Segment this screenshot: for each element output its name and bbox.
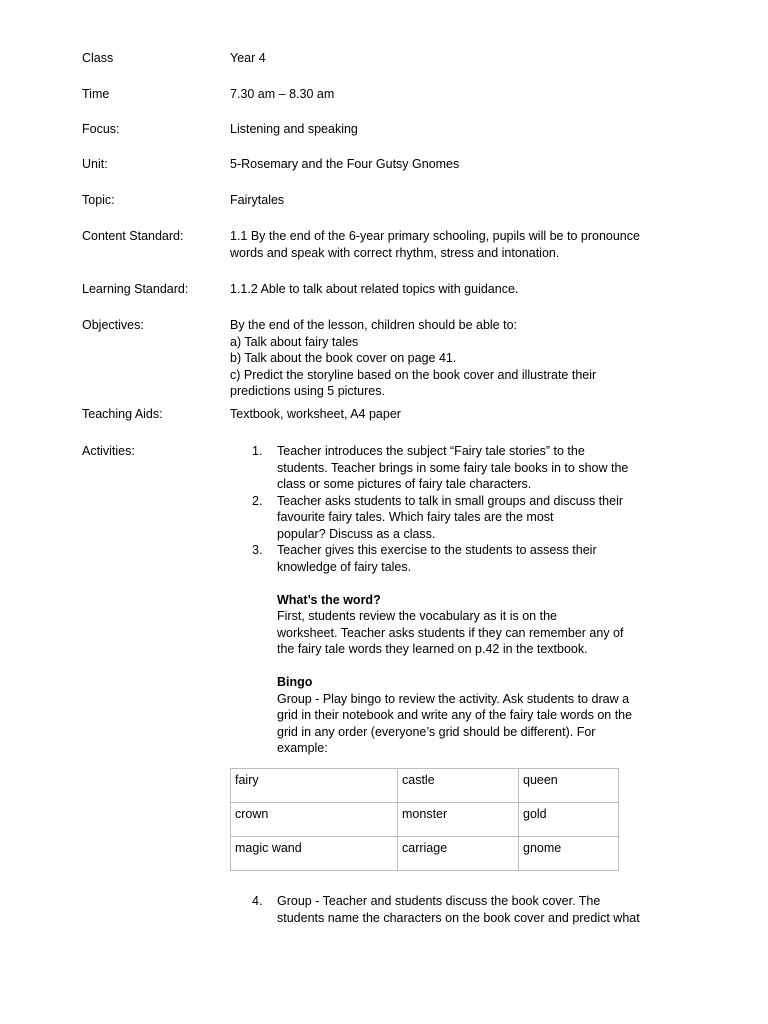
activity-line: Group - Teacher and students discuss the book cover. The xyxy=(277,894,601,908)
time-label: Time xyxy=(82,87,110,101)
activity-line: Teacher asks students to talk in small groups and discuss their xyxy=(277,493,624,508)
content-standard-line: 1.1 By the end of the 6-year primary schooling, pupils will be to pronounce xyxy=(230,229,640,243)
unit-value: 5-Rosemary and the Four Gutsy Gnomes xyxy=(230,157,460,171)
activity-item xyxy=(230,893,670,926)
table-cell: carriage xyxy=(398,837,519,871)
topic-label: Topic: xyxy=(82,193,115,207)
content-standard-value xyxy=(230,228,670,261)
table-cell: castle xyxy=(398,769,519,803)
content-standard-label: Content Standard: xyxy=(82,229,184,243)
bingo-heading: Bingo xyxy=(277,675,313,689)
class-label: Class xyxy=(82,51,114,65)
activity-line: Teacher introduces the subject “Fairy tale stories” to the xyxy=(277,444,585,458)
table-row xyxy=(231,803,619,837)
activity-line: popular? Discuss as a class. xyxy=(277,526,436,541)
topic-value: Fairytales xyxy=(230,193,285,207)
word-section-line: worksheet. Teacher asks students if they can remember any of xyxy=(277,625,624,640)
activity-number: 2. xyxy=(252,493,263,508)
table-cell: fairy xyxy=(231,769,398,803)
whats-the-word-heading: What’s the word? xyxy=(277,592,381,607)
objectives-value xyxy=(230,317,670,400)
table-row xyxy=(231,769,619,803)
objectives-label: Objectives: xyxy=(82,318,144,332)
bingo-line: example: xyxy=(277,741,328,755)
table-cell: magic wand xyxy=(231,837,398,871)
bingo-line: Group - Play bingo to review the activity. Ask students to draw a xyxy=(277,691,630,706)
activity-line: favourite fairy tales. Which fairy tales are the most xyxy=(277,510,554,524)
activity-line: students. Teacher brings in some fairy tale books in to show the xyxy=(277,460,629,475)
focus-value: Listening and speaking xyxy=(230,122,358,136)
table-cell: monster xyxy=(398,803,519,837)
objectives-line: predictions using 5 pictures. xyxy=(230,384,385,398)
objectives-line: a) Talk about fairy tales xyxy=(230,334,359,349)
content-standard-line: words and speak with correct rhythm, stress and intonation. xyxy=(230,245,560,260)
table-cell: crown xyxy=(231,803,398,837)
teaching-aids-label: Teaching Aids: xyxy=(82,407,163,421)
table-row xyxy=(231,837,619,871)
activity-line: knowledge of fairy tales. xyxy=(277,559,412,574)
activity-item xyxy=(230,443,670,493)
time-value: 7.30 am – 8.30 am xyxy=(230,87,335,101)
activity-item xyxy=(230,542,670,575)
class-value: Year 4 xyxy=(230,51,266,65)
learning-standard-value: 1.1.2 Able to talk about related topics with guidance. xyxy=(230,282,519,296)
teaching-aids-value: Textbook, worksheet, A4 paper xyxy=(230,407,401,421)
activity-number: 1. xyxy=(252,444,263,458)
learning-standard-label: Learning Standard: xyxy=(82,282,189,296)
bingo-grid-table xyxy=(230,768,619,871)
activities-label: Activities: xyxy=(82,444,135,458)
table-cell: queen xyxy=(519,769,619,803)
word-section-line: the fairy tale words they learned on p.42 in the textbook. xyxy=(277,642,588,656)
activity-item xyxy=(230,493,670,543)
activity-line: Teacher gives this exercise to the students to assess their xyxy=(277,543,597,557)
bingo-section xyxy=(230,674,670,757)
objectives-line: c) Predict the storyline based on the book cover and illustrate their xyxy=(230,367,597,382)
activity-number: 4. xyxy=(252,894,263,908)
table-cell: gold xyxy=(519,803,619,837)
activity-number: 3. xyxy=(252,543,263,557)
bingo-line: grid in their notebook and write any of the fairy tale words on the xyxy=(277,708,633,722)
focus-label: Focus: xyxy=(82,122,120,136)
objectives-line: By the end of the lesson, children should be able to: xyxy=(230,318,517,332)
activities-list xyxy=(230,443,670,757)
bingo-line: grid in any order (everyone’s grid should be different). For xyxy=(277,724,596,739)
whats-the-word-section xyxy=(230,592,670,658)
activity-line: students name the characters on the book cover and predict what xyxy=(277,910,640,925)
activities-list-continued xyxy=(230,893,670,926)
table-cell: gnome xyxy=(519,837,619,871)
objectives-line: b) Talk about the book cover on page 41. xyxy=(230,351,457,365)
activity-line: class or some pictures of fairy tale characters. xyxy=(277,477,532,491)
unit-label: Unit: xyxy=(82,157,108,171)
word-section-line: First, students review the vocabulary as it is on the xyxy=(277,609,557,623)
